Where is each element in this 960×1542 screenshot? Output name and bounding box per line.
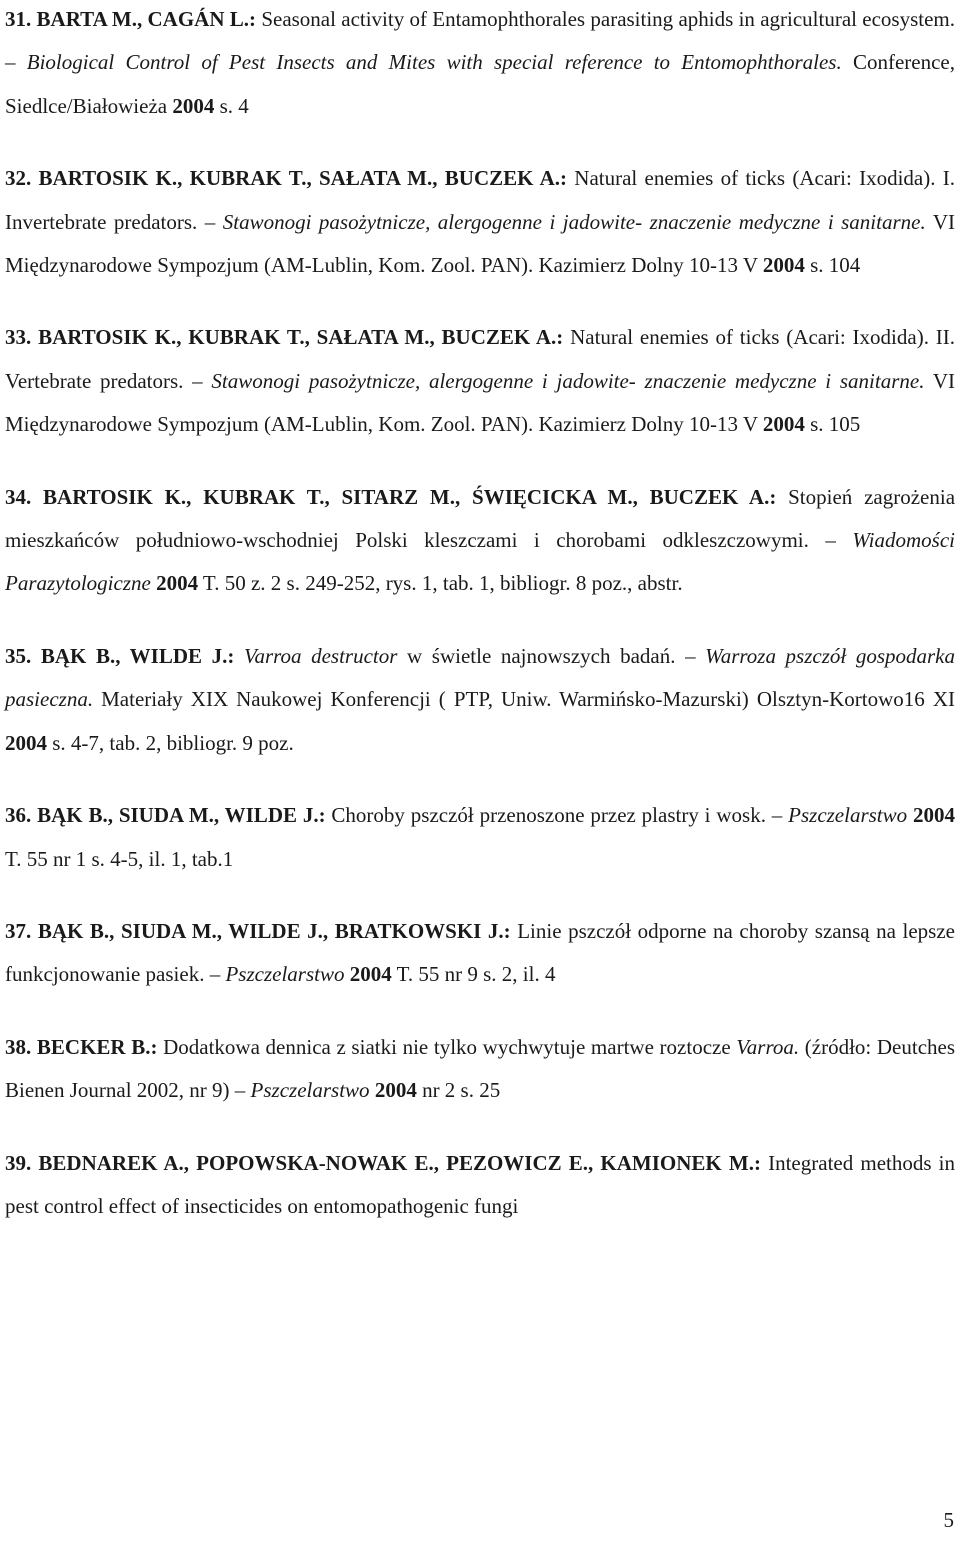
entry-year: 2004 (374, 1078, 417, 1103)
entry-source-title: Pszczelarstwo (225, 962, 345, 987)
entry-text: (źródło: Deutches Bienen Journal 2002, nr 9) – (5, 1034, 956, 1103)
entry-number: 38. (5, 1034, 32, 1059)
entry-text: Conference, Siedlce/Białowieża (5, 50, 955, 118)
entry-source-title: – Stawonogi pasożytnicze, alergogenne i jadowite- znaczenie medyczne i sanitarne. (204, 209, 926, 234)
entry-number: 37. (5, 918, 32, 943)
bibliography-page (5, 0, 955, 1257)
entry-authors: BEDNAREK A., POPOWSKA-NOWAK E., PEZOWICZ E., KAMIONEK M.: (38, 1150, 761, 1175)
entry-year: 2004 (762, 253, 805, 278)
entry-year: 2004 (913, 803, 956, 828)
entry-species-name: Varroa. (736, 1034, 800, 1059)
entry-source-title: Pszczelarstwo (250, 1078, 370, 1103)
entry-authors: BARTOSIK K., KUBRAK T., SAŁATA M., BUCZEK A.: (38, 325, 564, 350)
entry-text: s. 4-7, tab. 2, bibliogr. 9 poz. (47, 730, 294, 755)
entry-authors: BĄK B., WILDE J.: (40, 643, 235, 668)
entry-text: Natural enemies of ticks (Acari: Ixodida). I. Invertebrate predators. (5, 166, 955, 234)
entry-year: 2004 (349, 962, 392, 987)
entry-authors: BECKER B.: (36, 1034, 158, 1059)
entry-number: 31. (5, 7, 32, 31)
page-number: 5 (943, 1508, 954, 1532)
entry-authors: BARTOSIK K., KUBRAK T., SITARZ M., ŚWIĘCICKA M., BUCZEK A.: (43, 484, 777, 509)
bibliography-entry-32 (5, 157, 955, 287)
entry-source-title: Wiadomości Parazytologiczne (5, 528, 955, 596)
bibliography-entry-37 (5, 910, 955, 997)
entry-source-title: – Stawonogi pasożytnicze, alergogenne i jadowite- znaczenie medyczne i sanitarne. (192, 368, 925, 393)
entry-source-title: Biological Control of Pest Insects and Mites with special reference to Entomophthorales. (26, 50, 842, 75)
entry-text: Linie pszczół odporne na choroby szansą na lepsze funkcjonowanie pasiek. – (5, 918, 955, 987)
bibliography-entry-35 (5, 635, 955, 765)
entry-species-name: Varroa destructor (243, 643, 398, 668)
entry-number: 32. (5, 166, 32, 191)
bibliography-entry-33 (5, 316, 955, 446)
entry-text: T. 55 nr 9 s. 2, il. 4 (391, 962, 556, 987)
bibliography-entry-31 (5, 0, 955, 128)
bibliography-entry-36 (5, 794, 955, 881)
entry-text: Seasonal activity of Entamophthorales parasiting aphids in agricultural ecosystem. – (5, 7, 956, 75)
entry-number: 34. (5, 484, 32, 509)
entry-source-title: Pszczelarstwo (788, 803, 908, 828)
entry-text: VI Międzynarodowe Sympozjum (AM-Lublin, Kom. Zool. PAN). Kazimierz Dolny 10-13 V (5, 368, 955, 437)
entry-text: Natural enemies of ticks (Acari: Ixodida). II. Vertebrate predators. (5, 325, 956, 393)
entry-text (234, 644, 244, 668)
bibliography-entry-38 (5, 1026, 955, 1113)
entry-text: Integrated methods in pest control effect of insecticides on entomopathogenic fungi (5, 1150, 955, 1218)
entry-text: Materiały XIX Naukowej Konferencji ( PTP, Uniw. Warmińsko-Mazurski) Olsztyn-Kortowo16 XI (93, 687, 955, 712)
entry-text: T. 50 z. 2 s. 249-252, rys. 1, tab. 1, bibliogr. 8 poz., abstr. (198, 571, 683, 596)
entry-authors: BARTOSIK K., KUBRAK T., SAŁATA M., BUCZEK A.: (38, 166, 567, 191)
entry-authors: BĄK B., SIUDA M., WILDE J., BRATKOWSKI J.: (37, 918, 511, 943)
entry-year: 2004 (156, 571, 199, 596)
entry-authors: BĄK B., SIUDA M., WILDE J.: (37, 803, 326, 828)
entry-text: nr 2 s. 25 (416, 1078, 501, 1103)
entry-year: 2004 (5, 730, 47, 755)
entry-year: 2004 (762, 412, 805, 437)
entry-number: 35. (5, 643, 32, 668)
entry-text: Stopień zagrożenia mieszkańców południowo-wschodniej Polski kleszczami i chorobami odkleszczowymi. – (5, 484, 956, 553)
entry-number: 36. (5, 803, 32, 828)
entry-text: s. 105 (804, 412, 861, 437)
entry-text: w świetle najnowszych badań. – (397, 643, 706, 668)
entry-text: VI Międzynarodowe Sympozjum (AM-Lublin, Kom. Zool. PAN). Kazimierz Dolny 10-13 V (5, 209, 955, 278)
entry-number: 39. (5, 1150, 32, 1175)
entry-text: Dodatkowa dennica z siatki nie tylko wychwytuje martwe roztocze (157, 1034, 737, 1059)
entry-text: s. 104 (804, 253, 861, 278)
entry-authors: BARTA M., CAGÁN L.: (36, 7, 257, 31)
entry-number: 33. (5, 325, 32, 350)
entry-text: Choroby pszczół przenoszone przez plastry i wosk. – (325, 803, 789, 828)
bibliography-entry-34 (5, 476, 955, 606)
entry-text: s. 4 (214, 93, 249, 118)
entry-text: T. 55 nr 1 s. 4-5, il. 1, tab.1 (5, 846, 234, 871)
entry-source-title: Warroza pszczół gospodarka pasieczna. (5, 643, 955, 712)
bibliography-entry-39 (5, 1142, 955, 1229)
entry-year: 2004 (172, 93, 215, 118)
